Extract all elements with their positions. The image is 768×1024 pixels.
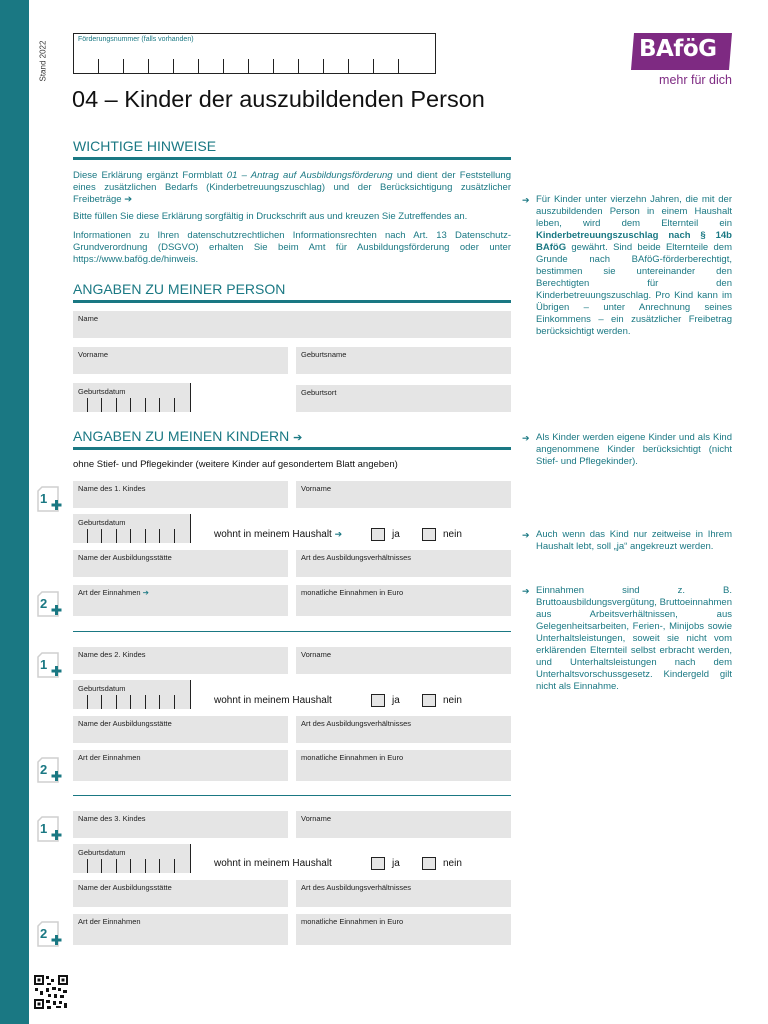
child-2-nein-checkbox[interactable] <box>422 694 436 707</box>
child-1-name-label: Name des 1. Kindes <box>78 484 146 493</box>
heading-text: ANGABEN ZU MEINEN KINDERN <box>73 428 290 444</box>
side-note-text: Auch wenn das Kind nur zeitweise in Ihrem Haushalt lebt, soll „ja“ angekreuzt werden. <box>536 529 732 552</box>
vorname-label: Vorname <box>78 350 109 359</box>
child-2-einnahmen-art-field[interactable] <box>73 750 288 781</box>
child-1-einnahmen-art-field[interactable] <box>73 585 288 616</box>
side-note-kinderbetreuung <box>522 194 732 338</box>
einnahmen-text: Art der Einnahmen <box>78 588 141 597</box>
note-1-a: Für Kinder unter vierzehn Jahren, die mit der auszubildenden Person in einem Haushalt leben, wird dem Elternteil ein <box>536 194 732 229</box>
child-1-wohnt-label <box>214 529 342 540</box>
intro-paragraph-3: Informationen zu Ihren datenschutzrechtlichen Informationsrechten nach Art. 13 Datenschutz-Grundverordnung (DSGVO) erhalten Sie beim Amt für Ausbildungsförderung oder unter https://www.bafög.de/hinweis. <box>73 230 511 265</box>
child-1-nein-label: nein <box>443 529 462 540</box>
arrow-icon: ➔ <box>142 588 149 597</box>
geburtsort-field[interactable] <box>296 385 511 412</box>
child-separator-2 <box>73 795 511 796</box>
child-2-einnahmen-art-label: Art der Einnahmen <box>78 753 141 762</box>
side-note-einnahmen <box>522 585 732 693</box>
p1-form-ref: 01 – Antrag auf Ausbildungsförderung <box>226 170 393 181</box>
child-3-ausbildungsstaette-field[interactable] <box>73 880 288 907</box>
child-3-vorname-field[interactable] <box>296 811 511 838</box>
child-3-ja-checkbox[interactable] <box>371 857 385 870</box>
child-1-vorname-label: Vorname <box>301 484 332 493</box>
arrow-icon: ➔ <box>522 530 530 540</box>
geburtsort-label: Geburtsort <box>301 388 337 397</box>
side-note-text: Als Kinder werden eigene Kinder und als Kind angenommene Kinder berücksichtigt (nicht Stief- und Pflegekinder). <box>536 432 732 467</box>
heading-text: ANGABEN ZU MEINER PERSON <box>73 281 286 297</box>
digit-ticks <box>74 59 424 73</box>
section-heading-hinweise <box>73 138 511 160</box>
side-note-text <box>536 194 732 338</box>
child-1-nein-checkbox[interactable] <box>422 528 436 541</box>
child-1-verhaeltnis-label: Art des Ausbildungsverhältnisses <box>301 553 412 562</box>
child-1-einnahmen-monat-label: monatliche Einnahmen in Euro <box>301 588 404 597</box>
side-note-text: Einnahmen sind z. B. Bruttoausbildungsvergütung, Bruttoeinnahmen aus Arbeitsverhältnissen, aus Gelegenheitsarbeiten, Ferien-, Minijobs sowie Unterhaltsleistungen, soweit sie nicht vom erklärenden Elternteil selbst erbracht werden, und Unterhaltsleistungen nach dem Unterhaltsvorschussgesetz. Kindergeld gilt nicht als Einnahme. <box>536 585 732 692</box>
geburtsdatum-field[interactable] <box>73 383 191 412</box>
child-1-ausbildungsstaette-field[interactable] <box>73 550 288 577</box>
child-3-geburtsdatum-field[interactable] <box>73 844 191 873</box>
note-1-c: gewährt. Sind beide Elternteile dem Grunde nach BAföG-förderberechtigt, bestimmen sie untereinander den Berechtigten für den Kinderbetreuungszuschlag. Pro Kind kann im Übrigen – unter Anrechnung seines Einkommens – ein zusätzlicher Freibetrag berücksichtigt werden. <box>536 242 732 337</box>
section-heading-person <box>73 281 511 303</box>
wohnt-text: wohnt in meinem Haushalt <box>214 529 332 540</box>
child-2-verhaeltnis-field[interactable] <box>296 716 511 743</box>
foerderungsnummer-field[interactable] <box>73 33 436 74</box>
kinder-subtitle: ohne Stief- und Pflegekinder (weitere Kinder auf gesondertem Blatt angeben) <box>73 459 398 470</box>
child-2-verhaeltnis-label: Art des Ausbildungsverhältnisses <box>301 719 412 728</box>
name-label: Name <box>78 314 99 323</box>
date-ticks <box>73 859 189 873</box>
page-title: 04 – Kinder der auszubildenden Person <box>72 86 485 112</box>
child-3-einnahmen-monat-field[interactable] <box>296 914 511 945</box>
side-note-kinder-definition <box>522 432 732 468</box>
child-1-ja-checkbox[interactable] <box>371 528 385 541</box>
child-3-einnahmen-art-field[interactable] <box>73 914 288 945</box>
child-1-geburtsdatum-label: Geburtsdatum <box>78 518 126 527</box>
child-2-vorname-field[interactable] <box>296 647 511 674</box>
child-separator-1 <box>73 631 511 632</box>
child-1-einnahmen-monat-field[interactable] <box>296 585 511 616</box>
sidebar-stripe <box>0 0 29 1024</box>
marker-1-digit: 1 <box>40 491 48 506</box>
child-3-einnahmen-art-label: Art der Einnahmen <box>78 917 141 926</box>
child-2-ausbildungsstaette-label: Name der Ausbildungsstätte <box>78 719 172 728</box>
child-2-name-label: Name des 2. Kindes <box>78 650 146 659</box>
arrow-icon: ➔ <box>522 586 530 596</box>
geburtsdatum-label: Geburtsdatum <box>78 387 126 396</box>
child-2-einnahmen-monat-field[interactable] <box>296 750 511 781</box>
arrow-icon: ➔ <box>522 195 530 205</box>
child-1-ja-label: ja <box>392 529 400 540</box>
logo-slogan: mehr für dich <box>659 73 732 87</box>
child-2-name-field[interactable] <box>73 647 288 674</box>
marker-1-plus-icon <box>36 485 64 513</box>
marker-2-plus-icon <box>36 590 64 618</box>
child-2-nein-label: nein <box>443 695 462 706</box>
marker-2-digit: 2 <box>40 926 48 941</box>
child-1-vorname-field[interactable] <box>296 481 511 508</box>
bafoeg-logo <box>631 33 732 89</box>
child-3-ausbildungsstaette-label: Name der Ausbildungsstätte <box>78 883 172 892</box>
marker-1-plus-icon <box>36 815 64 843</box>
arrow-icon: ➔ <box>293 432 303 444</box>
child-2-ja-label: ja <box>392 695 400 706</box>
child-1-einnahmen-art-label <box>78 588 149 597</box>
date-ticks <box>73 529 189 543</box>
child-1-geburtsdatum-field[interactable] <box>73 514 191 543</box>
child-1-ausbildungsstaette-label: Name der Ausbildungsstätte <box>78 553 172 562</box>
child-2-ausbildungsstaette-field[interactable] <box>73 716 288 743</box>
date-ticks <box>73 695 189 709</box>
child-2-geburtsdatum-label: Geburtsdatum <box>78 684 126 693</box>
child-2-einnahmen-monat-label: monatliche Einnahmen in Euro <box>301 753 404 762</box>
child-2-wohnt-label: wohnt in meinem Haushalt <box>214 695 332 706</box>
marker-2-digit: 2 <box>40 596 48 611</box>
marker-1-plus-icon <box>36 651 64 679</box>
child-2-geburtsdatum-field[interactable] <box>73 680 191 709</box>
child-3-geburtsdatum-label: Geburtsdatum <box>78 848 126 857</box>
child-3-name-field[interactable] <box>73 811 288 838</box>
geburtsname-label: Geburtsname <box>301 350 347 359</box>
stand-text: Stand 2022 <box>38 40 48 82</box>
child-1-name-field[interactable] <box>73 481 288 508</box>
child-3-vorname-label: Vorname <box>301 814 332 823</box>
marker-1-digit: 1 <box>40 821 48 836</box>
p1-text-a: Diese Erklärung ergänzt Formblatt <box>73 170 227 181</box>
name-field[interactable] <box>73 311 511 338</box>
p1-text-c: und dient der Feststellung eines zusätzlichen Bedarfs (Kinderbetreuungszuschlag) und der Berücksichtigung zusätzlicher Freibeträge <box>73 170 512 205</box>
intro-paragraph-1 <box>73 170 511 206</box>
child-3-verhaeltnis-field[interactable] <box>296 880 511 907</box>
marker-2-plus-icon <box>36 756 64 784</box>
arrow-icon: ➔ <box>124 194 133 205</box>
qr-code-icon <box>33 974 69 1010</box>
child-3-name-label: Name des 3. Kindes <box>78 814 146 823</box>
child-3-wohnt-label: wohnt in meinem Haushalt <box>214 858 332 869</box>
marker-1-digit: 1 <box>40 657 48 672</box>
child-3-verhaeltnis-label: Art des Ausbildungsverhältnisses <box>301 883 412 892</box>
intro-paragraph-2: Bitte füllen Sie diese Erklärung sorgfältig in Druckschrift aus und kreuzen Sie Zutreffendes an. <box>73 211 468 222</box>
stand-label <box>36 36 50 84</box>
child-2-ja-checkbox[interactable] <box>371 694 385 707</box>
arrow-icon: ➔ <box>522 433 530 443</box>
marker-2-plus-icon <box>36 920 64 948</box>
vorname-field[interactable] <box>73 347 288 374</box>
arrow-icon: ➔ <box>334 529 343 539</box>
section-heading-kinder <box>73 428 511 450</box>
child-3-nein-checkbox[interactable] <box>422 857 436 870</box>
logo-text: BAföG <box>639 36 717 62</box>
side-note-haushalt <box>522 529 732 553</box>
child-3-ja-label: ja <box>392 858 400 869</box>
marker-2-digit: 2 <box>40 762 48 777</box>
date-ticks <box>73 398 189 412</box>
heading-text: WICHTIGE HINWEISE <box>73 138 217 154</box>
note-1-bold: Kinderbetreuungszuschlag nach § 14b BAföG <box>536 230 732 253</box>
child-3-einnahmen-monat-label: monatliche Einnahmen in Euro <box>301 917 404 926</box>
child-2-vorname-label: Vorname <box>301 650 332 659</box>
child-1-verhaeltnis-field[interactable] <box>296 550 511 577</box>
child-3-nein-label: nein <box>443 858 462 869</box>
geburtsname-field[interactable] <box>296 347 511 374</box>
foerderungsnummer-label: Förderungsnummer (falls vorhanden) <box>78 36 194 43</box>
